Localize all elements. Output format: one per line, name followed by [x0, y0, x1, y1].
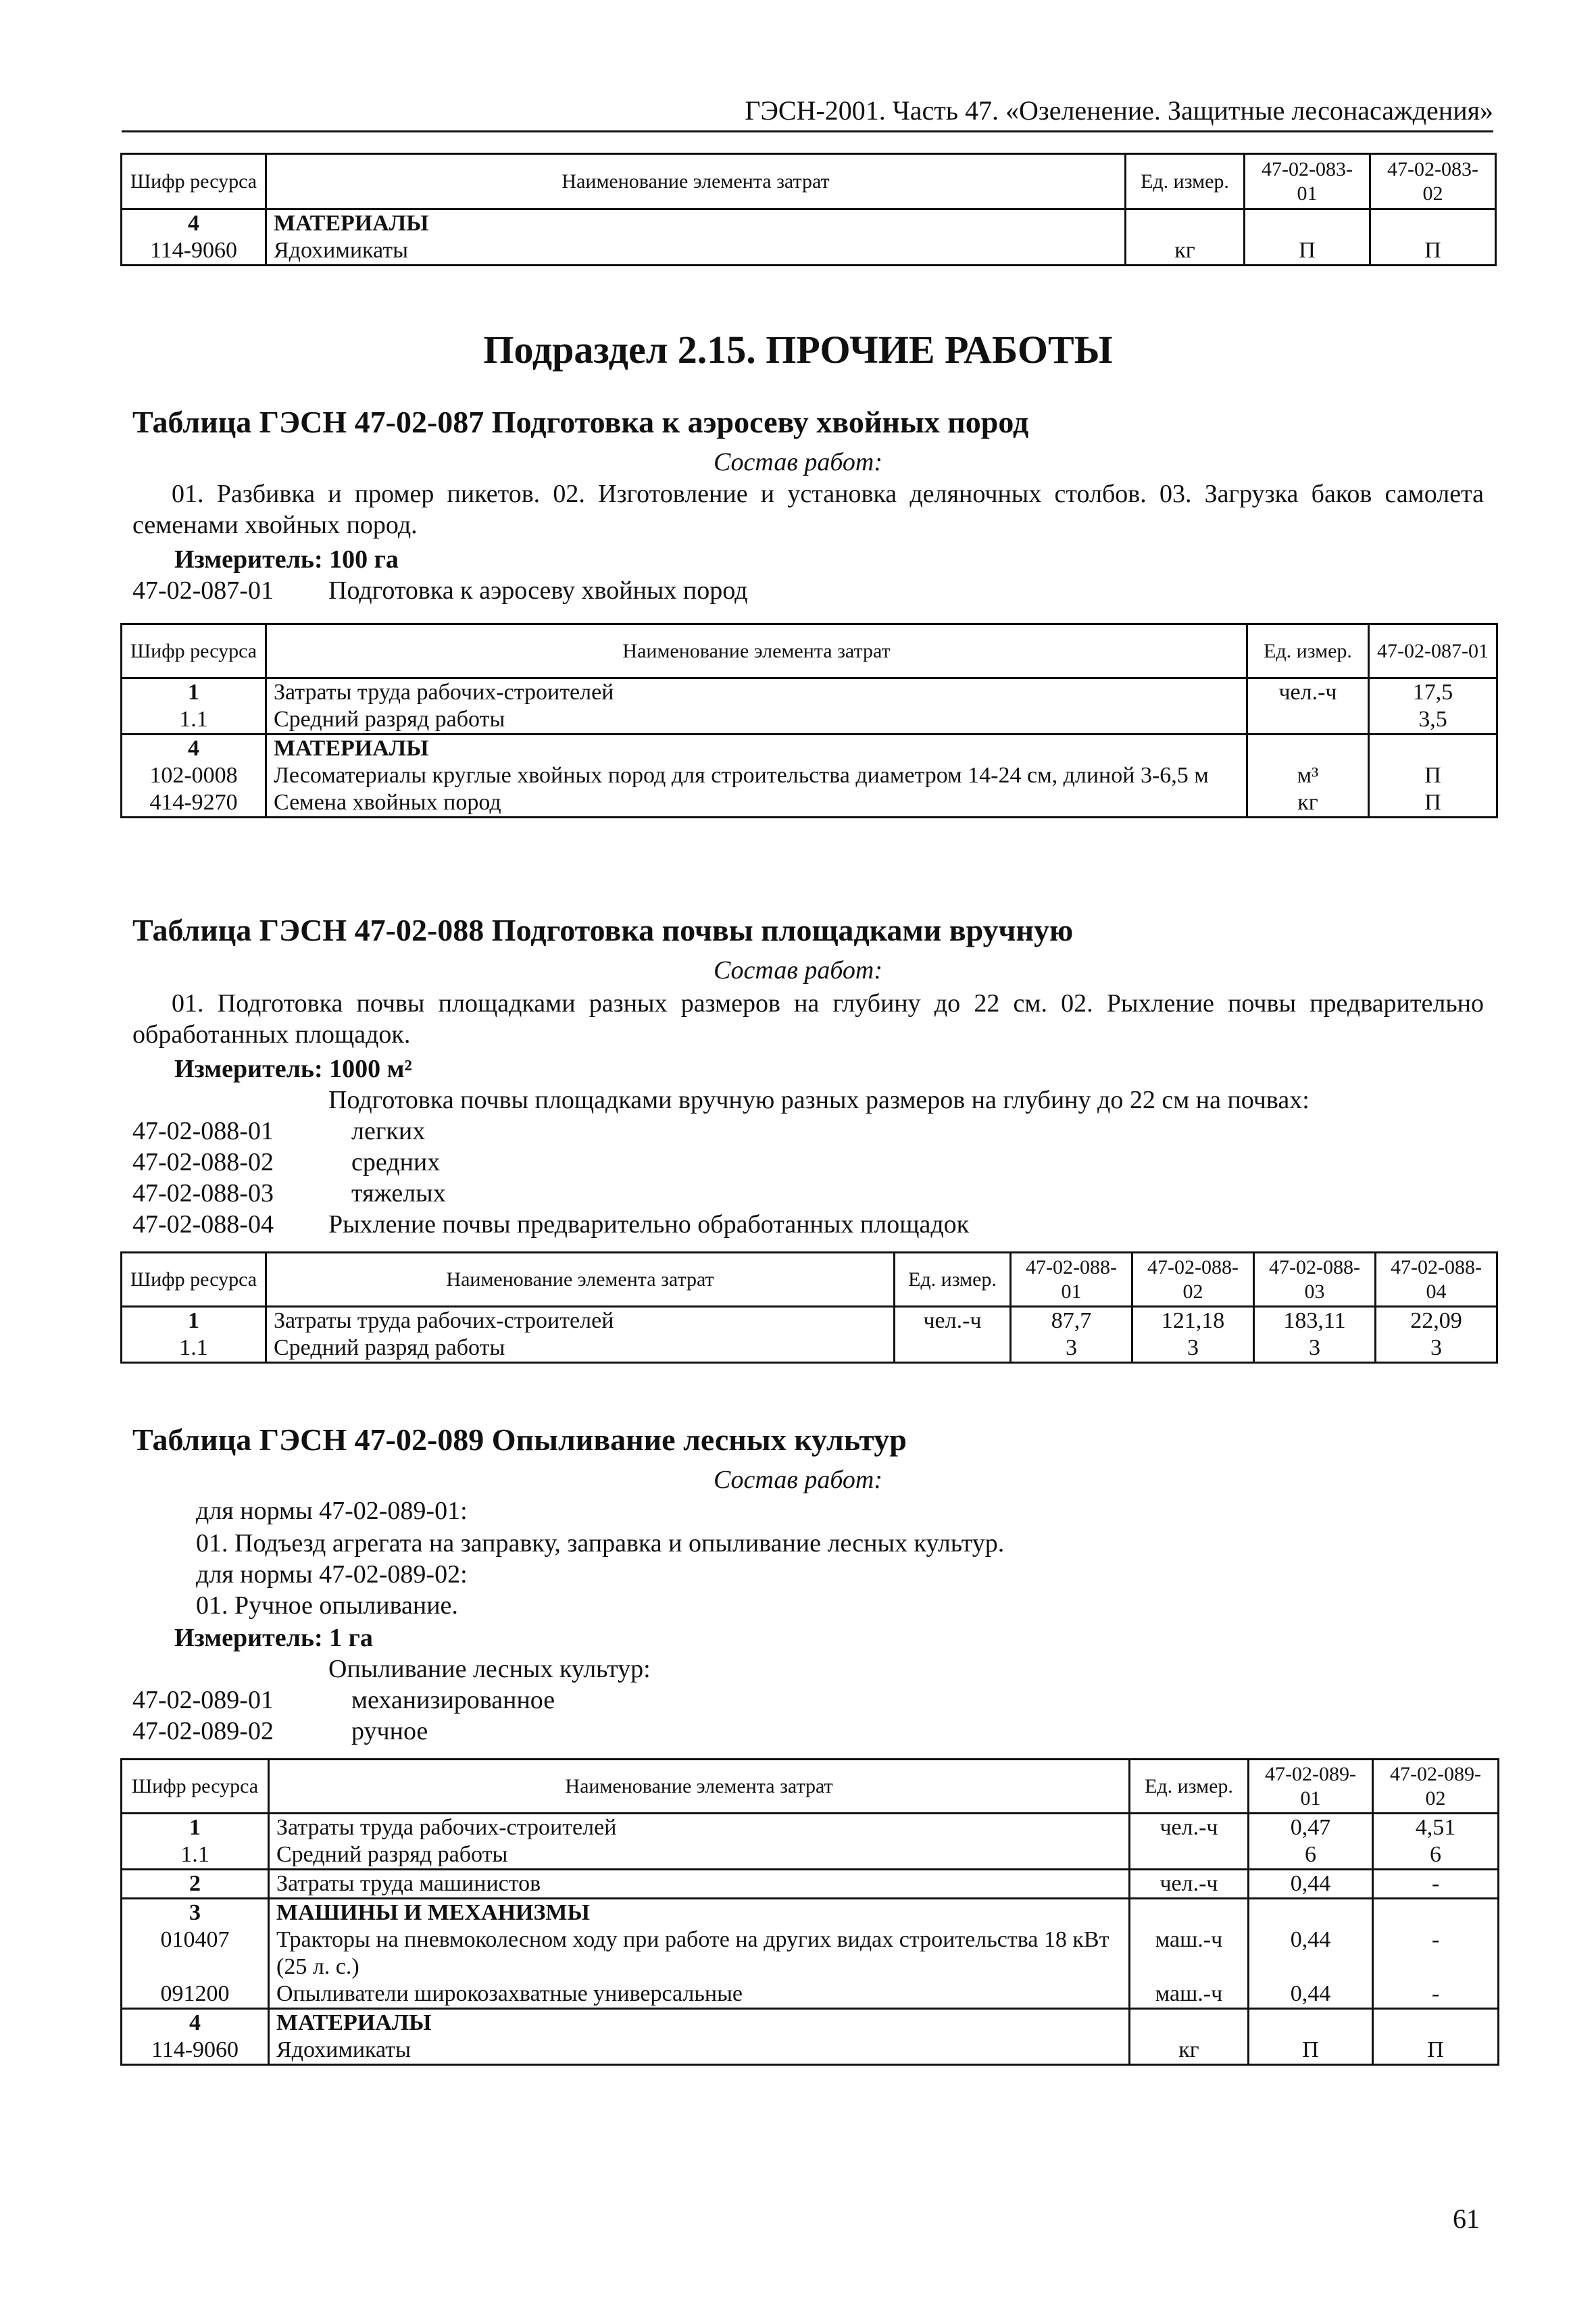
table-row: 4 МАТЕРИАЛЫ: [122, 209, 1496, 238]
table-row: 4 МАТЕРИАЛЫ: [122, 2009, 1499, 2037]
norm-text-088-04: Рыхление почвы предварительно обработанных площадок: [328, 1210, 970, 1239]
norm-intro-088: Подготовка почвы площадками вручную разных размеров на глубину до 22 см на почвах:: [328, 1086, 1310, 1114]
table-row: 1.1 Средний разряд работы 6 6: [122, 1841, 1499, 1870]
table-row: 4 МАТЕРИАЛЫ: [122, 735, 1497, 763]
table-row: 091200 Опыливатели широкозахватные универсальные маш.-ч 0,44 -: [122, 1981, 1499, 2009]
header-col2: 47-02-088-02: [1132, 1253, 1254, 1307]
norm-text-088-01: легких: [351, 1117, 426, 1145]
measure-088: Измеритель: 1000 м²: [174, 1055, 412, 1083]
table-row: 1 Затраты труда рабочих-строителей чел.-ч 17,5: [122, 678, 1497, 707]
header-col3: 47-02-088-03: [1254, 1253, 1376, 1307]
table-row: 414-9270 Семена хвойных пород кг П: [122, 789, 1497, 818]
table-row: 2 Затраты труда машинистов чел.-ч 0,44 -: [122, 1870, 1499, 1899]
header-unit: Ед. измер.: [1247, 624, 1369, 678]
work-description-088: 01. Подготовка почвы площадками разных размеров на глубину до 22 см. 02. Рыхление почвы предварительно обработанных площадок.: [132, 989, 1484, 1049]
header-code: Шифр ресурса: [122, 1760, 269, 1814]
header-col2: 47-02-089-02: [1373, 1760, 1499, 1814]
header-col1: 47-02-087-01: [1369, 624, 1497, 678]
norm-code-089-01: 47-02-089-01: [132, 1686, 274, 1714]
table-083: [120, 153, 1497, 266]
norm-code-088-03: 47-02-088-03: [132, 1179, 274, 1208]
table-row: 102-0008 Лесоматериалы круглые хвойных пород для строительства диаметром 14-24 см, длиной 3-6,5 м м³ П: [122, 762, 1497, 789]
header-col1: 47-02-088-01: [1011, 1253, 1132, 1307]
table-089: [120, 1758, 1499, 2066]
header-name: Наименование элемента затрат: [266, 1253, 895, 1307]
header-col2: 47-02-083-02: [1370, 154, 1496, 209]
sostav-label-087: Состав работ:: [713, 448, 883, 476]
table-row: 1.1 Средний разряд работы 3,5: [122, 706, 1497, 735]
header-unit: Ед. измер.: [1126, 154, 1245, 209]
measure-087: Измеритель: 100 га: [174, 545, 399, 574]
table-row: 1 Затраты труда рабочих-строителей чел.-ч 87,7 121,18 183,11 22,09: [122, 1307, 1497, 1335]
header-col4: 47-02-088-04: [1376, 1253, 1497, 1307]
table-row: 3 МАШИНЫ И МЕХАНИЗМЫ: [122, 1899, 1499, 1927]
norm-for-089-02: для нормы 47-02-089-02:: [196, 1560, 468, 1589]
norm-code-088-01: 47-02-088-01: [132, 1117, 274, 1145]
subsection-title: Подраздел 2.15. ПРОЧИЕ РАБОТЫ: [483, 328, 1113, 372]
table-row: 114-9060 Ядохимикаты кг П П: [122, 237, 1496, 266]
page-number: 61: [1453, 2204, 1480, 2234]
table-title-089: Таблица ГЭСН 47-02-089 Опыливание лесных культур: [132, 1422, 907, 1457]
norm-text-088-03: тяжелых: [351, 1179, 446, 1208]
norm-intro-089: Опыливание лесных культур:: [328, 1655, 651, 1683]
table-row: 1 Затраты труда рабочих-строителей чел.-ч 0,47 4,51: [122, 1814, 1499, 1842]
norm-text-088-02: средних: [351, 1148, 441, 1176]
table-title-088: Таблица ГЭСН 47-02-088 Подготовка почвы площадками вручную: [132, 913, 1074, 947]
table-row: 114-9060 Ядохимикаты кг П П: [122, 2037, 1499, 2065]
norm-code-087-01: 47-02-087-01: [132, 576, 274, 605]
sostav-label-088: Состав работ:: [713, 956, 883, 985]
header-col1: 47-02-089-01: [1249, 1760, 1373, 1814]
norm-for-089-01: для нормы 47-02-089-01:: [196, 1497, 468, 1525]
header-col1: 47-02-083-01: [1245, 154, 1370, 209]
table-088: [120, 1251, 1498, 1364]
header-unit: Ед. измер.: [895, 1253, 1011, 1307]
header-name: Наименование элемента затрат: [266, 624, 1247, 678]
header-code: Шифр ресурса: [122, 1253, 266, 1307]
work-089-02: 01. Ручное опыливание.: [196, 1591, 458, 1620]
table-row: 010407 Тракторы на пневмоколесном ходу при работе на других видах строительства 18 кВт (25 л. с.) маш.-ч 0,44 -: [122, 1926, 1499, 1981]
measure-089: Измеритель: 1 га: [174, 1624, 373, 1652]
sostav-label-089: Состав работ:: [713, 1466, 883, 1494]
running-header: ГЭСН-2001. Часть 47. «Озеленение. Защитные лесонасаждения»: [122, 95, 1493, 132]
header-name: Наименование элемента затрат: [269, 1760, 1130, 1814]
table-title-087: Таблица ГЭСН 47-02-087 Подготовка к аэросеву хвойных пород: [132, 405, 1029, 439]
work-description-087: 01. Разбивка и промер пикетов. 02. Изготовление и установка деляночных столбов. 03. Загрузка баков самолета семенами хвойных пород.: [132, 480, 1484, 539]
header-code: Шифр ресурса: [122, 624, 266, 678]
header-unit: Ед. измер.: [1130, 1760, 1249, 1814]
norm-code-089-02: 47-02-089-02: [132, 1717, 274, 1745]
table-087: [120, 623, 1498, 818]
work-089-01: 01. Подъезд агрегата на заправку, заправка и опыливание лесных культур.: [196, 1529, 1005, 1558]
norm-text-089-01: механизированное: [351, 1686, 555, 1714]
header-code: Шифр ресурса: [122, 154, 266, 209]
norm-text-087-01: Подготовка к аэросеву хвойных пород: [328, 576, 748, 605]
norm-code-088-04: 47-02-088-04: [132, 1210, 274, 1239]
header-name: Наименование элемента затрат: [266, 154, 1126, 209]
norm-code-088-02: 47-02-088-02: [132, 1148, 274, 1176]
norm-text-089-02: ручное: [351, 1717, 428, 1745]
table-row: 1.1 Средний разряд работы 3 3 3 3: [122, 1335, 1497, 1363]
